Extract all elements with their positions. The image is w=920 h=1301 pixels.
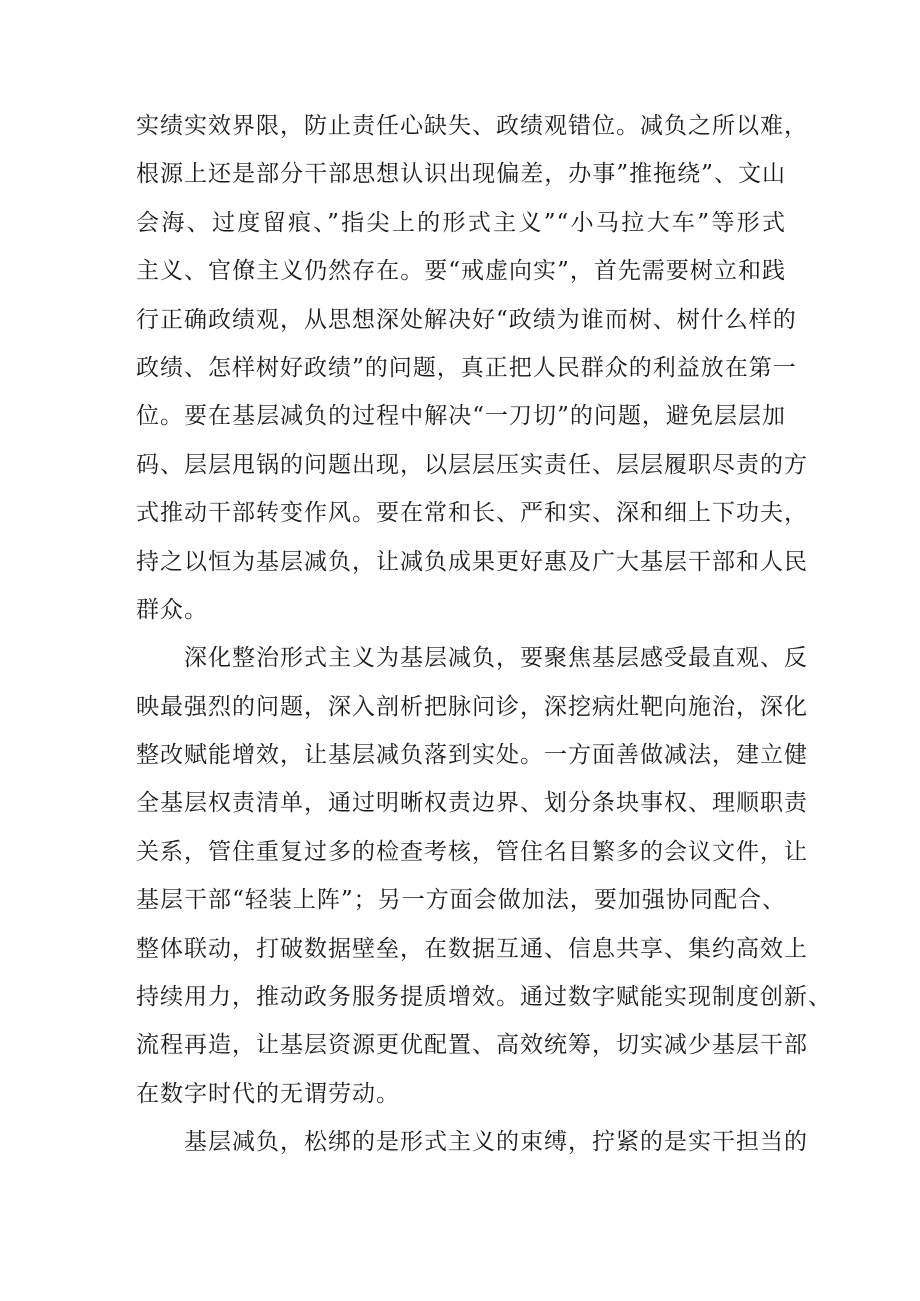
text-line: 在数字时代的无谓劳动。 bbox=[136, 1080, 400, 1107]
text-line: 会海、过度留痕、”指尖上的形式主义”“小马拉大车”等形式 bbox=[136, 209, 786, 236]
text-line: 基层减负，松绑的是形式主义的束缚，拧紧的是实干担当的 bbox=[184, 1129, 808, 1156]
document-body bbox=[136, 102, 832, 1167]
text-line: 实绩实效界限，防止责任心缺失、政绩观错位。减负之所以难， bbox=[136, 113, 808, 139]
text-line: 整体联动，打破数据壁垒，在数据互通、信息共享、集约高效上 bbox=[136, 935, 808, 962]
text-line: 式推动干部转变作风。要在常和长、严和实、深和细上下功夫， bbox=[136, 500, 808, 527]
text-line: 流程再造，让基层资源更优配置、高效统筹，切实减少基层干部 bbox=[136, 1032, 808, 1059]
text-line: 全基层权责清单，通过明晰权责边界、划分条块事权、理顺职责 bbox=[136, 790, 808, 817]
text-line: 持之以恒为基层减负，让减负成果更好惠及广大基层干部和人民 bbox=[136, 548, 808, 575]
text-line: 基层干部“轻装上阵”；另一方面会做加法，要加强协同配合、 bbox=[136, 887, 786, 914]
text-line: 政绩、怎样树好政绩”的问题，真正把人民群众的利益放在第一 bbox=[136, 354, 797, 381]
text-line: 持续用力，推动政务服务提质增效。通过数字赋能实现制度创新、 bbox=[136, 984, 832, 1011]
text-line: 映最强烈的问题，深入剖析把脉问诊，深挖病灶靶向施治，深化 bbox=[136, 693, 808, 720]
text-line: 码、层层甩锅的问题出现，以层层压实责任、层层履职尽责的方 bbox=[136, 451, 808, 478]
text-line: 位。要在基层减负的过程中解决“一刀切”的问题，避免层层加 bbox=[136, 403, 786, 430]
text-line: 关系，管住重复过多的检查考核，管住名目繁多的会议文件，让 bbox=[136, 838, 808, 865]
text-line: 行正确政绩观，从思想深处解决好“政绩为谁而树、树什么样的 bbox=[136, 306, 797, 333]
text-line: 主义、官僚主义仍然存在。要“戒虚向实”，首先需要树立和践 bbox=[136, 258, 786, 285]
text-line: 群众。 bbox=[136, 596, 208, 623]
text-line: 根源上还是部分干部思想认识出现偏差，办事”推拖绕”、文山 bbox=[136, 161, 786, 188]
text-line: 深化整治形式主义为基层减负，要聚焦基层感受最直观、反 bbox=[184, 645, 808, 672]
text-line: 整改赋能增效，让基层减负落到实处。一方面善做减法，建立健 bbox=[136, 742, 808, 769]
